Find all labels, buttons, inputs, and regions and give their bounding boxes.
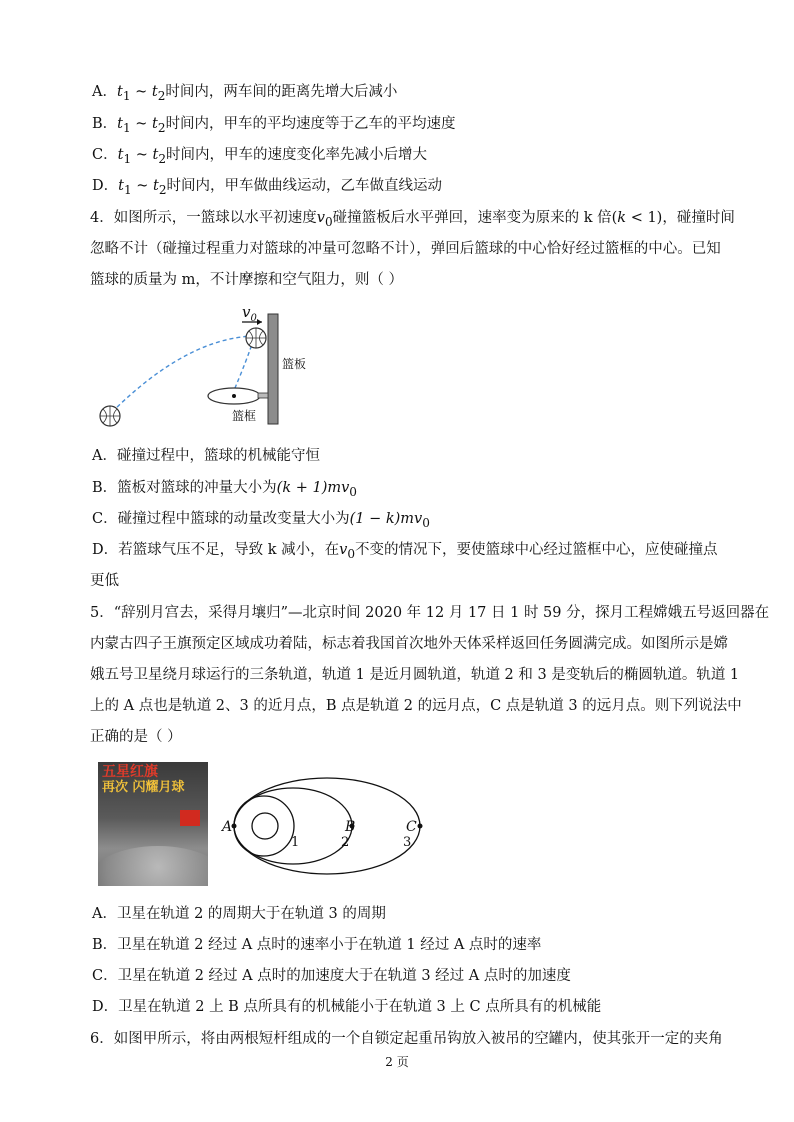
q4-option-d-cont: 更低 (90, 573, 119, 589)
q5-stem-line2: 内蒙古四子王旗预定区域成功着陆，标志着我国首次地外天体采样返回任务圆满完成。如图所示是嫦 (90, 636, 728, 652)
basketball-icon (100, 406, 120, 426)
orbit-3-label: 3 (403, 835, 412, 850)
q3-option-d: D．$t_1$ ~ $t_2$时间内，甲车做曲线运动，乙车做直线运动 (92, 178, 443, 197)
basketball-icon (246, 328, 266, 348)
q5-option-b: B．卫星在轨道 2 经过 A 点时的速率小于在轨道 1 经过 A 点时的速率 (92, 937, 542, 953)
q3-option-b: B．$t_1$ ~ $t_2$时间内，甲车的平均速度等于乙车的平均速度 (92, 116, 456, 135)
q3-option-a: A．$t_1$ ~ $t_2$时间内，两车间的距离先增大后减小 (92, 84, 398, 103)
q4-stem-line3: 篮球的质量为 m，不计摩擦和空气阻力，则（ ） (90, 272, 403, 288)
q6-stem-line1: 6．如图甲所示，将由两根短杆组成的一个自锁定起重吊钩放入被吊的空罐内，使其张开一定的夹角 (90, 1031, 723, 1047)
v0-label: $v_0$ (242, 303, 257, 324)
point-b-label: B (345, 819, 356, 835)
q5-stem-line1: 5．“辞别月宫去，采得月壤归”—北京时间 2020 年 12 月 17 日 1 时 59 分，探月工程嫦娥五号返回器在 (90, 605, 770, 621)
cover-subtitle: 再次 闪耀月球 (102, 780, 185, 795)
q5-stem-line5: 正确的是（ ） (90, 729, 182, 745)
q3-option-c: C．$t_1$ ~ $t_2$时间内，甲车的速度变化率先减小后增大 (92, 147, 428, 166)
moon-surface (98, 846, 208, 886)
page-number: 2 页 (385, 1055, 409, 1069)
q4-stem-line1: 4．如图所示，一篮球以水平初速度$v_0$碰撞篮板后水平弹回，速率变为原来的 k 倍(k < 1)，碰撞时间 (90, 210, 735, 229)
q5-orbit-diagram (220, 770, 430, 880)
q5-stem-line3: 娥五号卫星绕月球运行的三条轨道，轨道 1 是近月圆轨道，轨道 2 和 3 是变轨后的椭圆轨道。轨道 1 (90, 667, 740, 683)
orbit-2-label: 2 (341, 835, 350, 850)
q4-option-d: D．若篮球气压不足，导致 k 减小，在$v_0$不变的情况下，要使篮球中心经过篮框中心，应使碰撞点 (92, 542, 718, 561)
q4-option-c: C．碰撞过程中篮球的动量改变量大小为$(1 - k)mv_0$ (92, 511, 430, 530)
q5-option-a: A．卫星在轨道 2 的周期大于在轨道 3 的周期 (92, 906, 386, 922)
point-c-label: C (406, 819, 417, 835)
q5-stem-line4: 上的 A 点也是轨道 2、3 的近月点，B 点是轨道 2 的远月点，C 点是轨道 3 的远月点。则下列说法中 (90, 698, 742, 714)
q4-basketball-figure (92, 300, 322, 440)
q4-option-b: B．篮板对篮球的冲量大小为$(k + 1)mv_0$ (92, 480, 357, 499)
backboard-label: 篮板 (282, 357, 307, 371)
flag-icon (180, 810, 200, 826)
chang-e-cover-image (98, 762, 208, 886)
point-a-label: A (222, 819, 233, 835)
hoop-label: 篮框 (232, 409, 257, 423)
q4-option-a: A．碰撞过程中，篮球的机械能守恒 (92, 448, 320, 464)
q5-option-c: C．卫星在轨道 2 经过 A 点时的加速度大于在轨道 3 经过 A 点时的加速度 (92, 968, 571, 984)
q4-stem-line2: 忽略不计（碰撞过程重力对篮球的冲量可忽略不计），弹回后篮球的中心恰好经过篮框的中心。已知 (90, 241, 721, 257)
cover-title: 五星红旗 (102, 764, 158, 780)
q5-option-d: D．卫星在轨道 2 上 B 点所具有的机械能小于在轨道 3 上 C 点所具有的机械能 (92, 999, 602, 1015)
orbit-1-label: 1 (291, 835, 300, 850)
